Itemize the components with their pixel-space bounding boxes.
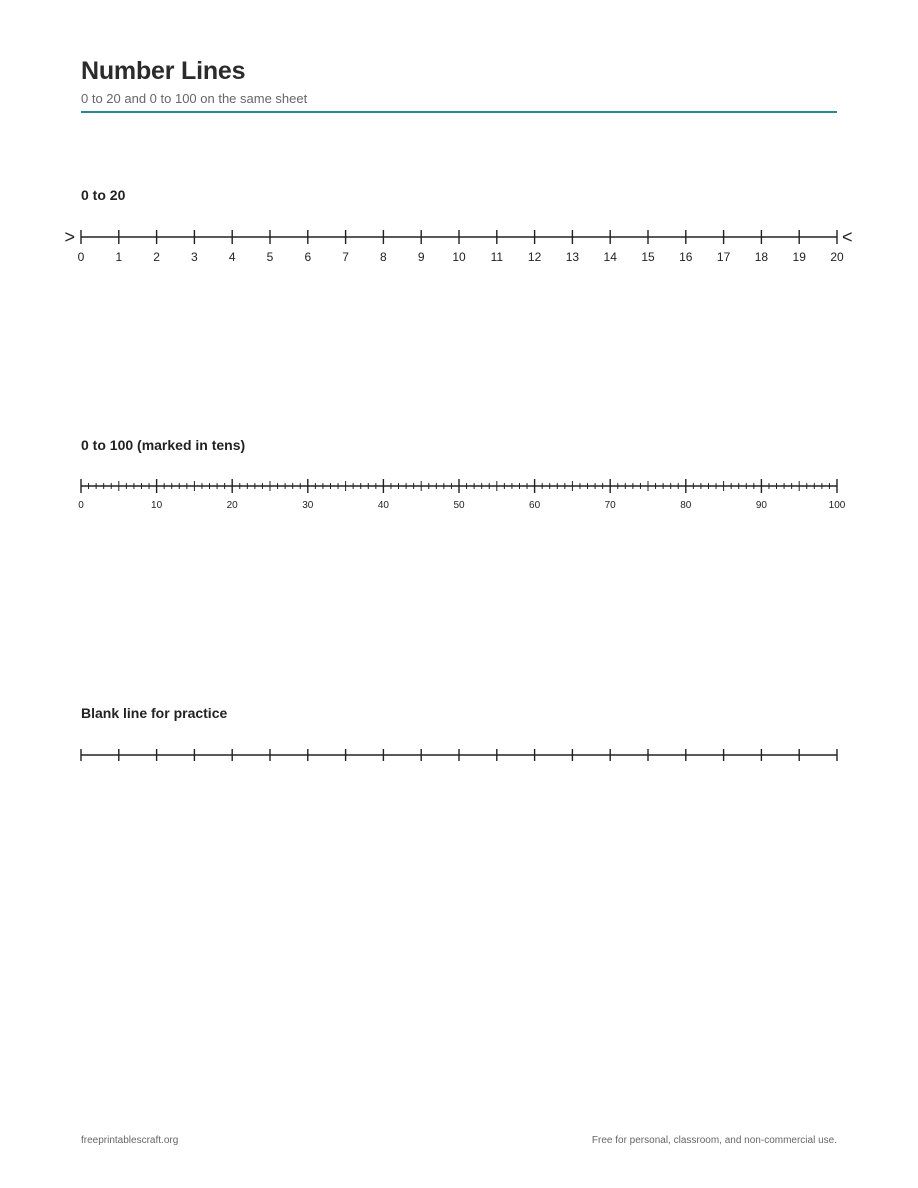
footer-usage-note: Free for personal, classroom, and non-commercial use.	[591, 1135, 837, 1146]
tick-label: 9	[417, 250, 425, 264]
tick-label: 30	[302, 500, 314, 511]
tick-label: 10	[452, 250, 466, 264]
tick-label: 20	[226, 500, 238, 511]
number-line-blank	[0, 740, 918, 770]
tick-label: 0	[77, 250, 85, 264]
tick-label: 80	[680, 500, 692, 511]
page-subtitle: 0 to 20 and 0 to 100 on the same sheet	[81, 91, 308, 106]
tick-label: 15	[641, 250, 655, 264]
tick-label: 40	[377, 500, 389, 511]
tick-label: 10	[151, 500, 163, 511]
number-line-0-to-20	[0, 220, 918, 270]
tick-label: 6	[304, 250, 312, 264]
tick-label: 11	[490, 250, 504, 264]
right-end-marker: <	[842, 227, 853, 247]
section-heading-blank-line: Blank line for practice	[81, 705, 228, 721]
tick-label: 50	[453, 500, 465, 511]
header-divider	[81, 111, 837, 113]
tick-label: 3	[191, 250, 198, 264]
tick-label: 20	[830, 250, 844, 264]
tick-label: 13	[565, 250, 580, 264]
tick-label: 17	[716, 250, 731, 264]
tick-label: 90	[755, 500, 767, 511]
tick-label: 16	[679, 250, 693, 264]
section-heading-0-to-20: 0 to 20	[81, 187, 126, 203]
tick-label: 4	[228, 250, 236, 264]
number-line-0-to-100	[0, 470, 918, 515]
tick-label: 100	[828, 500, 846, 511]
tick-label: 19	[792, 250, 806, 264]
left-end-marker: >	[64, 227, 75, 247]
footer-site: freeprintablescraft.org	[81, 1135, 179, 1146]
tick-label: 18	[754, 250, 769, 264]
section-heading-0-to-100: 0 to 100 (marked in tens)	[81, 437, 246, 453]
tick-label: 0	[78, 500, 84, 511]
tick-label: 1	[115, 250, 123, 264]
page-title: Number Lines	[81, 57, 246, 85]
tick-label: 8	[380, 250, 387, 264]
tick-label: 12	[527, 250, 542, 264]
tick-label: 14	[603, 250, 617, 264]
tick-label: 70	[604, 500, 616, 511]
tick-label: 60	[529, 500, 541, 511]
tick-label: 5	[266, 250, 274, 264]
tick-label: 2	[153, 250, 160, 264]
tick-label: 7	[342, 250, 349, 264]
